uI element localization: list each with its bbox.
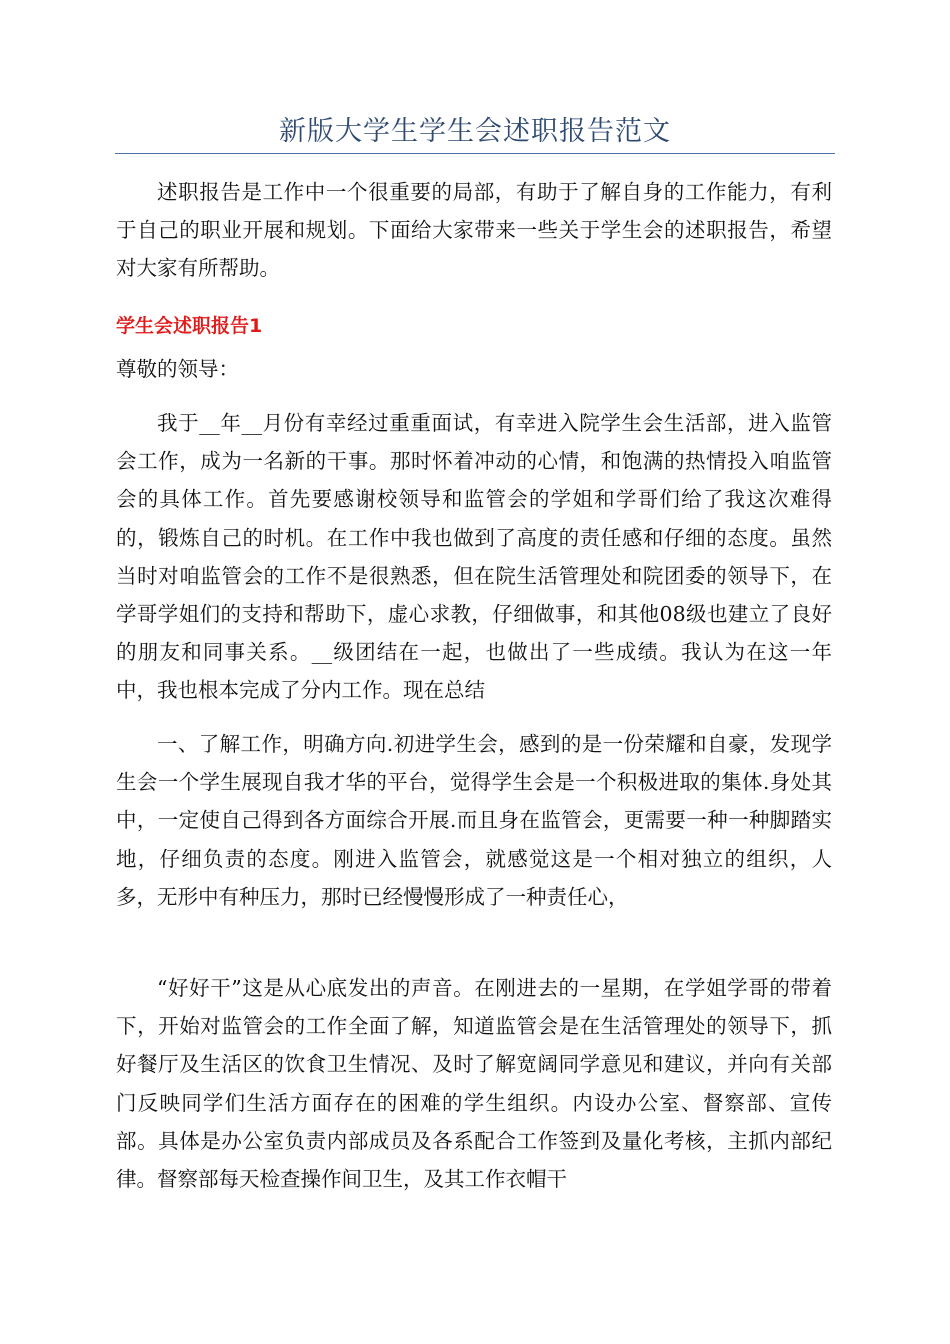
document-title: 新版大学生学生会述职报告范文 xyxy=(279,116,671,147)
section-heading: 学生会述职报告1 xyxy=(116,315,263,337)
body-paragraph: “好好干”这是从心底发出的声音。在刚进去的一星期，在学姐学哥的带着下，开始对监管会的工作全面了解，知道监管会是在生活管理处的领导下，抓好餐厅及生活区的饮食卫生情况、及时了解宽阔同学意见和建议，并向有关部门反映同学们生活方面存在的困难的学生组织。内设办公室、督察部、宣传部。具体是办公室负责内部成员及各系配合工作签到及量化考核，主抓内部纪律。督察部每天检查操作间卫生，及其工作衣帽干 xyxy=(116,976,832,1192)
title-underline xyxy=(115,153,835,154)
intro-paragraph: 述职报告是工作中一个很重要的局部，有助于了解自身的工作能力，有利于自己的职业开展和规划。下面给大家带来一些关于学生会的述职报告，希望对大家有所帮助。 xyxy=(116,180,832,281)
greeting-line: 尊敬的领导： xyxy=(116,357,239,381)
body-paragraph: 我于__年__月份有幸经过重重面试，有幸进入院学生会生活部，进入监管会工作，成为一名新的干事。那时怀着冲动的心情，和饱满的热情投入咱监管会的具体工作。首先要感谢校领导和监管会的学姐和学哥们给了我这次难得的，锻炼自己的时机。在工作中我也做到了高度的责任感和仔细的态度。虽然当时对咱监管会的工作不是很熟悉，但在院生活管理处和院团委的领导下，在学哥学姐们的支持和帮助下，虚心求教，仔细做事，和其他08级也建立了良好的朋友和同事关系。__级团结在一起，也做出了一些成绩。我认为在这一年中，我也根本完成了分内工作。现在总结 xyxy=(116,411,832,703)
body-paragraph: 一、了解工作，明确方向.初进学生会，感到的是一份荣耀和自豪，发现学生会一个学生展现自我才华的平台，觉得学生会是一个积极进取的集体.身处其中，一定使自己得到各方面综合开展.而且身在监管会，更需要一种一种脚踏实地，仔细负责的态度。刚进入监管会，就感觉这是一个相对独立的组织，人多，无形中有种压力，那时已经慢慢形成了一种责任心， xyxy=(116,732,832,909)
